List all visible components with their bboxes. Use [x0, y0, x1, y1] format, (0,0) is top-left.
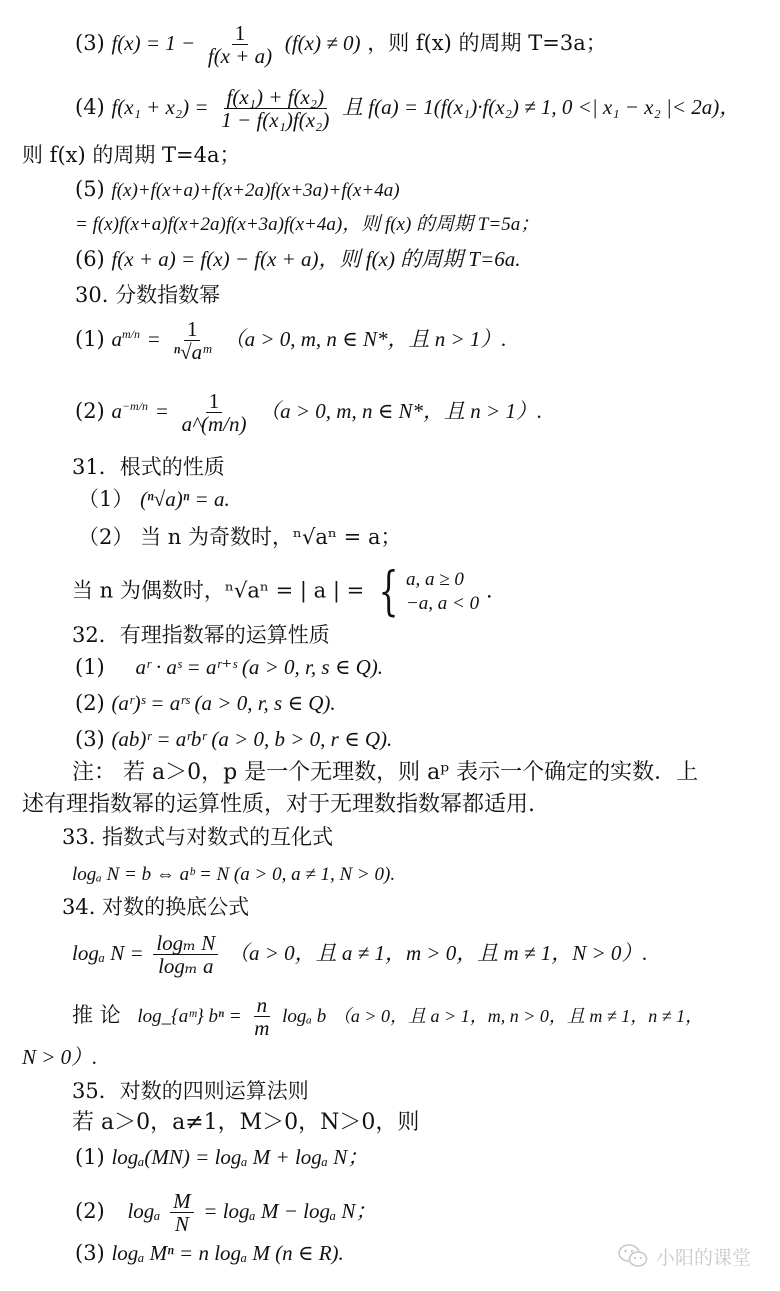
formula-lhs: f(x) = 1 −: [111, 31, 196, 55]
fraction: $\frac{1}{f(x + a)}$: [207, 21, 273, 68]
formula-rhs: logₐ b: [282, 1006, 327, 1027]
section-31-heading: 31．根式的性质: [72, 455, 225, 479]
formula: (ab)ʳ = aʳbʳ (a > 0, b > 0, r ∈ Q).: [111, 727, 393, 751]
wechat-icon: [618, 1243, 648, 1269]
formula: (ⁿ√a)ⁿ = a.: [140, 487, 230, 511]
s33-formula: [72, 858, 395, 890]
s34-corollary-continued: [22, 1042, 97, 1072]
piecewise: [371, 562, 480, 622]
formula-condition: (f(x) ≠ 0): [284, 31, 361, 55]
s32-item-1: [75, 652, 383, 682]
s32-item-3: [75, 724, 392, 754]
s35-item-1: [75, 1142, 368, 1172]
item-label: (4): [75, 95, 105, 119]
s29-item-5-line-1: [75, 174, 400, 206]
exponent: m/n: [121, 327, 140, 341]
formula: logₐ Mⁿ = n logₐ M (n ∈ R).: [111, 1241, 344, 1265]
item-label: (5): [75, 177, 105, 201]
s29-item-3: [75, 22, 607, 67]
formula: aʳ · aˢ = aʳ⁺ˢ (a > 0, r, s ∈ Q).: [135, 655, 384, 679]
formula-condition: N > 0）.: [22, 1045, 98, 1069]
case-1: a, a ≥ 0: [405, 569, 464, 590]
left-brace-icon: {: [378, 562, 399, 622]
formula-condition: 且 f(a) = 1(f(x₁)·f(x₂) ≠ 1, 0 <| x₁ − x₂ |< 2a)，: [342, 95, 741, 119]
formula-rhs: = logₐ M − logₐ N；: [203, 1199, 377, 1223]
s30-item-2: (2) $a^{-m/n}$ = $\frac{1}{a\^{}(m/n)}$ （a > 0, m, n ∈ N*，且 n > 1）.: [75, 389, 543, 436]
s31-item-2: [78, 522, 401, 552]
formula: f(x)+f(x+a)+f(x+2a)f(x+3a)+f(x+4a): [111, 180, 400, 201]
note-line-1: 注： 若 a＞0，p 是一个无理数，则 aᵖ 表示一个确定的实数．上: [72, 760, 699, 785]
formula: = f(x)f(x+a)f(x+2a)f(x+3a)f(x+4a)，则 f(x) 的周期 T=5a；: [75, 214, 540, 235]
base: a: [111, 399, 122, 423]
s34-formula: [72, 932, 648, 977]
formula: f(x + a) = f(x) − f(x + a)，则 f(x) 的周期 T=6a.: [111, 247, 521, 271]
item-text: ，则 f(x) 的周期 T=3a；: [367, 31, 607, 55]
s34-corollary: [72, 994, 703, 1039]
formula: logₐ N = b ⇔ aᵇ = N (a > 0, a ≠ 1, N > 0).: [72, 864, 396, 885]
s32-item-2: [75, 688, 336, 718]
s35-item-2: [75, 1190, 376, 1235]
item-label: (1): [75, 1145, 105, 1169]
item-label: (1): [75, 327, 105, 351]
item-label: （1）: [78, 487, 134, 511]
s29-item-4: [75, 86, 740, 131]
item-label: (2): [75, 1199, 105, 1223]
item-label: (3): [75, 727, 105, 751]
item-label: (2): [75, 399, 105, 423]
s31-item-1: [78, 484, 230, 514]
s30-item-1: (1) $a^{m/n}$ = $\frac{1}{\text{ⁿ√aᵐ}}$ （a > 0, m, n ∈ N*，且 n > 1）.: [75, 317, 507, 364]
exponent: −m/n: [121, 399, 149, 413]
corollary-label: 推 论: [72, 1003, 121, 1027]
case-2: −a, a < 0: [405, 593, 480, 614]
formula-lhs: log_{aᵐ} bⁿ =: [137, 1006, 242, 1027]
fraction: $\frac{n}{m}$: [254, 993, 270, 1040]
section-35-heading: 35．对数的四则运算法则: [72, 1079, 309, 1103]
item-label: (3): [75, 1241, 105, 1265]
note-line-2: 述有理指数幂的运算性质，对于无理数指数幂都适用.: [22, 792, 535, 817]
watermark-text: 小阳的课堂: [656, 1246, 752, 1269]
item-label: （2）: [78, 525, 134, 549]
item-label: (6): [75, 247, 105, 271]
base: a: [111, 327, 122, 351]
item-label: (2): [75, 691, 105, 715]
fraction: $\frac{\text{f(x₁) + f(x₂)}}{\text{1 − f(x₁)f(x₂)}}$: [221, 85, 330, 132]
watermark: [618, 1238, 751, 1274]
s31-item-3: 当 n 为偶数时，ⁿ√aⁿ = | a | = { a, a ≥ 0 −a, a < 0 .: [72, 562, 493, 622]
item-label: (1): [75, 655, 105, 679]
s29-item-4-continued: 则 f(x) 的周期 T=4a；: [22, 143, 241, 167]
s29-item-5-line-2: [75, 208, 539, 240]
fraction: $\frac{1}{a\^{}(m/n)}$: [181, 389, 247, 436]
item-text: 当 n 为奇数时，ⁿ√aⁿ = a；: [140, 525, 402, 549]
formula-lhs: logₐ: [127, 1199, 161, 1223]
section-33-heading: 33. 指数式与对数式的互化式: [62, 825, 334, 849]
formula-lhs: logₐ N =: [72, 941, 144, 965]
fraction: $\frac{1}{\text{ⁿ√aᵐ}}$: [173, 317, 211, 364]
section-34-heading: 34. 对数的换底公式: [62, 895, 250, 919]
fraction: $\frac{M}{N}$: [170, 1190, 194, 1235]
formula-lhs: f(x₁ + x₂) =: [111, 95, 209, 119]
fraction: $\frac{\text{logₘ N}}{\text{logₘ a}}$: [153, 932, 218, 977]
formula-condition: （a > 0, m, n ∈ N*，且 n > 1）.: [259, 399, 543, 423]
section-32-heading: 32．有理指数幂的运算性质: [72, 623, 330, 647]
s29-item-6: [75, 244, 521, 274]
formula-condition: （a > 0，且 a > 1，m, n > 0，且 m ≠ 1，n ≠ 1，: [332, 1006, 704, 1026]
s35-item-3: [75, 1238, 344, 1268]
premise: 若 a＞0，a≠1，M＞0，N＞0，则: [72, 1110, 420, 1135]
section-30-heading: 30. 分数指数幂: [75, 283, 221, 307]
formula: logₐ(MN) = logₐ M + logₐ N；: [111, 1145, 369, 1169]
formula-condition: （a > 0, m, n ∈ N*，且 n > 1）.: [223, 327, 507, 351]
formula-condition: （a > 0，且 a ≠ 1，m > 0，且 m ≠ 1，N > 0）.: [228, 941, 648, 965]
item-text: 当 n 为偶数时，ⁿ√aⁿ = | a | =: [72, 578, 365, 603]
item-label: (3): [75, 31, 105, 55]
formula: (aʳ)ˢ = aʳˢ (a > 0, r, s ∈ Q).: [111, 691, 336, 715]
